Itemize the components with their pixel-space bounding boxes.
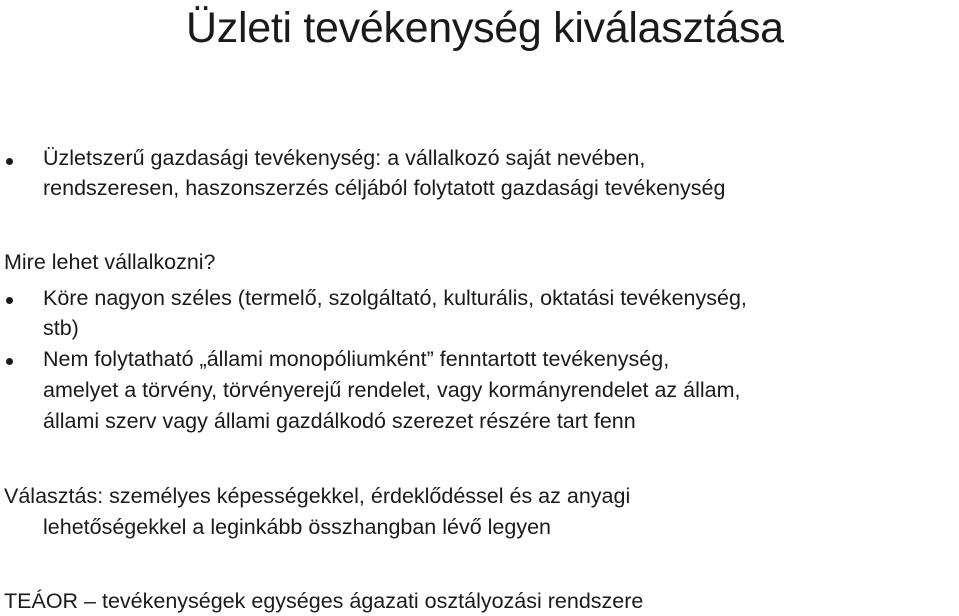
- bullet-3-line-3: állami szerv vagy állami gazdálkodó szerezet részére tart fenn: [43, 409, 636, 433]
- bullet-1-line-2: rendszeresen, haszonszerzés céljából folytatott gazdasági tevékenység: [43, 176, 726, 200]
- bullet-1-line-1: Üzletszerű gazdasági tevékenység: a vállalkozó saját nevében,: [43, 146, 646, 170]
- bullet-2-line-1: Köre nagyon széles (termelő, szolgáltató, kulturális, oktatási tevékenység,: [43, 286, 747, 310]
- slide-title: Üzleti tevékenység kiválasztása: [186, 4, 784, 52]
- choice-line-2: lehetőségekkel a leginkább összhangban lévő legyen: [43, 515, 552, 539]
- bullet-dot: [6, 158, 13, 165]
- question-heading: Mire lehet vállalkozni?: [4, 250, 216, 274]
- bullet-dot: [6, 297, 13, 304]
- teaor-line: TEÁOR – tevékenységek egységes ágazati osztályozási rendszere: [4, 589, 644, 613]
- choice-line-1: Választás: személyes képességekkel, érdeklődéssel és az anyagi: [4, 484, 631, 508]
- bullet-2-line-2: stb): [43, 316, 79, 340]
- bullet-3-line-2: amelyet a törvény, törvényerejű rendelet, vagy kormányrendelet az állam,: [43, 378, 741, 402]
- bullet-dot: [6, 358, 13, 365]
- bullet-3-line-1: Nem folytatható „állami monopóliumként” fenntartott tevékenység,: [43, 347, 670, 371]
